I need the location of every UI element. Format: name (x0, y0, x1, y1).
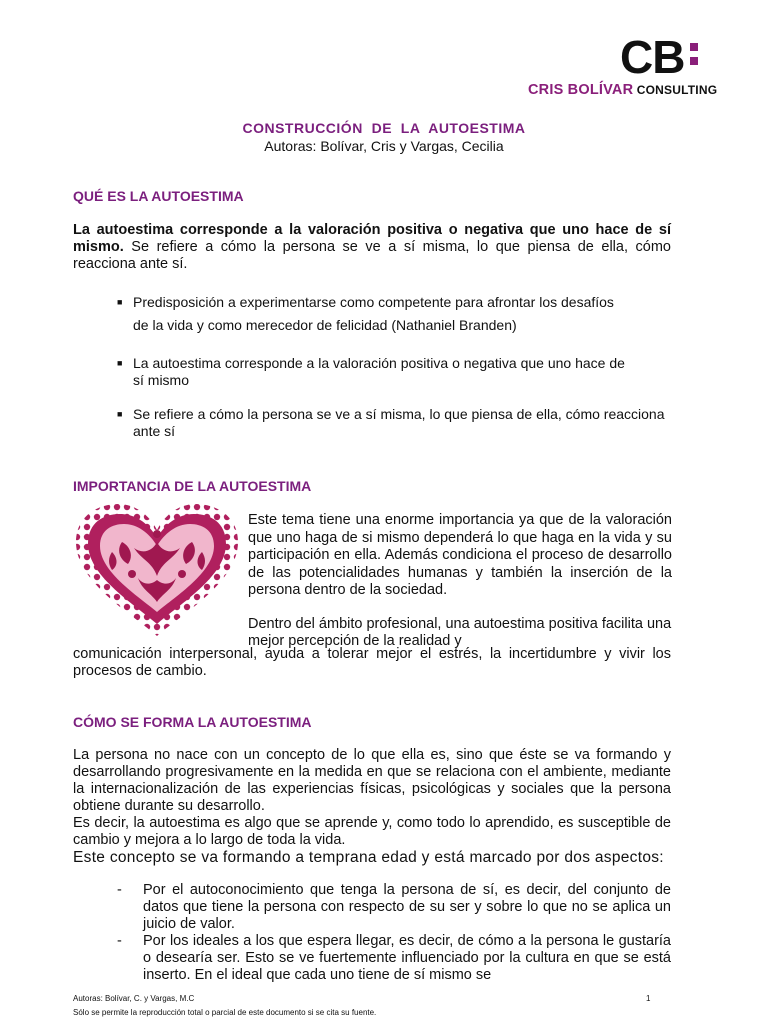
dash-list-item (117, 882, 671, 933)
brand-name-part2: CONSULTING (633, 83, 718, 97)
dash-marker-icon: - (117, 933, 122, 949)
section-heading-que-es: QUÉ ES LA AUTOESTIMA (73, 188, 244, 204)
dash-marker-icon: - (117, 882, 122, 898)
bullet-text: Predisposición a experimentarse como competente para afrontar los desafíos de la vida y como merecedor de felicidad (Nathaniel Branden) (133, 294, 614, 333)
section2-paragraph2-start: Dentro del ámbito profesional, una autoestima positiva facilita una mejor percepción de la realidad y (248, 616, 672, 649)
logo-mark: CB (620, 31, 685, 83)
bullet-square-icon: ■ (117, 358, 123, 368)
dash-item-text: Por los ideales a los que espera llegar, es decir, de cómo a la persona le gustaría o desearía ser. Esto se ve fuertemente influenciado por la cultura en que se está inserto. En el ideal que cada uno tiene de sí mismo se (143, 933, 671, 983)
bullet-square-icon: ■ (117, 297, 123, 307)
section3-paragraph3: Este concepto se va formando a temprana edad y está marcado por dos aspectos: (73, 849, 664, 866)
bullet-item (117, 406, 673, 440)
brand-name (528, 82, 717, 99)
footer-authors: Autoras: Bolívar, C. y Vargas, M.C (73, 994, 195, 1003)
section3-paragraph2: Es decir, la autoestima es algo que se aprende y, como todo lo aprendido, es susceptible de cambio y mejora a lo largo de toda la vida. (73, 815, 671, 848)
logo-colon-icon (690, 43, 700, 71)
dash-item-text: Por el autoconocimiento que tenga la persona de sí, es decir, del conjunto de datos que tiene la persona con respecto de su ser y sobre lo que no se aplica un juicio de valor. (143, 882, 671, 932)
section3-paragraph1: La persona no nace con un concepto de lo que ella es, sino que éste se va formando y desarrollando progresivamente en la medida en que se relaciona con el ambiente, mediante la internacionalización de las experiencias físicas, psicológicas y sociales que la persona obtiene durante su desarrollo. (73, 747, 671, 814)
bullet-text: Se refiere a cómo la persona se ve a sí misma, lo que piensa de ella, cómo reacciona ante sí (133, 406, 665, 439)
section1-intro (73, 222, 671, 273)
brand-name-part1: CRIS BOLÍVAR (528, 82, 634, 98)
bullet-text: La autoestima corresponde a la valoración positiva o negativa que uno hace de sí mismo (133, 355, 625, 388)
section1-intro-rest: Se refiere a cómo la persona se ve a sí misma, lo que piensa de ella, cómo reacciona ante sí. (73, 239, 671, 272)
document-title: CONSTRUCCIÓN DE LA AUTOESTIMA (242, 120, 526, 136)
bullet-item (117, 355, 633, 389)
bullet-item (117, 291, 633, 337)
page-number: 1 (646, 994, 651, 1003)
document-authors: Autoras: Bolívar, Cris y Vargas, Cecilia (264, 138, 504, 154)
decorative-heart-icon (72, 502, 242, 638)
section-heading-importancia: IMPORTANCIA DE LA AUTOESTIMA (73, 478, 312, 494)
section-heading-como-se-forma: CÓMO SE FORMA LA AUTOESTIMA (73, 714, 312, 730)
footer-notice: Sólo se permite la reproducción total o parcial de este documento si se cita su fuente. (73, 1008, 377, 1017)
section1-intro-bold: La autoestima corresponde a la valoración positiva o negativa que uno hace de sí mismo. (73, 222, 671, 255)
section2-paragraph2-end: comunicación interpersonal, ayuda a tolerar mejor el estrés, la incertidumbre y vivir los procesos de cambio. (73, 646, 671, 679)
bullet-square-icon: ■ (117, 409, 123, 419)
section2-paragraph1: Este tema tiene una enorme importancia ya que de la valoración que uno haga de si mismo dependerá lo que haga en la vida y su participación en ella. Además condiciona el proceso de desarrollo de las potencialidades humanas y también la inserción de la persona dentro de la sociedad. (248, 512, 672, 598)
dash-list-item (117, 933, 671, 984)
